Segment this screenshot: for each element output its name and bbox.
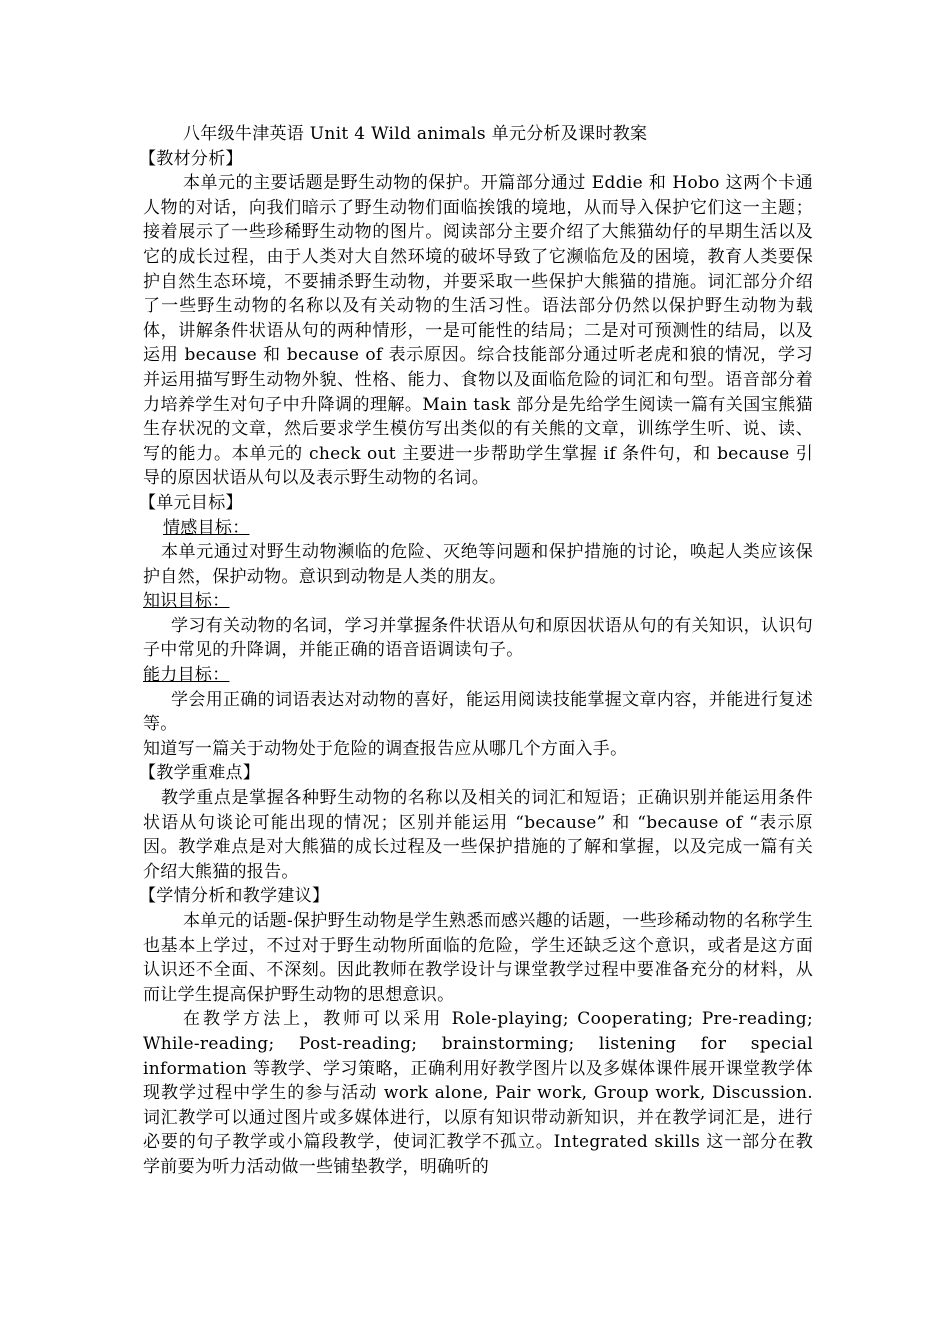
ability-goal-paragraph: 学会用正确的词语表达对动物的喜好，能运用阅读技能掌握文章内容，并能进行复述等。 [143, 689, 813, 735]
learner-analysis-paragraph-2: 在教学方法上，教师可以采用 Role-playing; Cooperating; Pre-reading; While-reading; Post-reading; brainstorming; listening for special information 等教学、学习策略，正确利用好教学图片以及多媒体课件展开课堂教学体现教学过程中学生的参与活动 work alone, Pair work, Group work, Discussion. 词汇教学可以通过图片或多媒体进行，以原有知识带动新知识，并在教学词汇是，进行必要的句子教学或小篇段教学，使词汇教学不孤立。Integrated skills 这一部分在教学前要为听力活动做一些铺垫教学，明确听的 [143, 1009, 813, 1177]
ability-goal-label: 能力目标： [143, 665, 230, 686]
knowledge-goal-paragraph: 学习有关动物的名词，学习并掌握条件状语从句和原因状语从句的有关知识，认识句子中常见的升降调，并能正确的语音语调读句子。 [143, 615, 813, 661]
section-heading-key-points: 【教学重难点】 [139, 763, 261, 784]
document-content [139, 122, 813, 1180]
material-analysis-paragraph: 本单元的主要话题是野生动物的保护。开篇部分通过 Eddie 和 Hobo 这两个卡通人物的对话，向我们暗示了野生动物们面临挨饿的境地，从而导入保护它们这一主题；接着展示了一些珍稀野生动物的图片。阅读部分主要介绍了大熊猫幼仔的早期生活以及它的成长过程，由于人类对大自然环境的破坏导致了它濒临危及的困境，教育人类要保护自然生态环境，不要捕杀野生动物，并要采取一些保护大熊猫的措施。词汇部分介绍了一些野生动物的名称以及有关动物的生活习性。语法部分仍然以保护野生动物为载体，讲解条件状语从句的两种情形，一是可能性的结局；二是对可预测性的结局，以及运用 because 和 because of 表示原因。综合技能部分通过听老虎和狼的情况，学习并运用描写野生动物外貌、性格、能力、食物以及面临危险的词汇和句型。语音部分着力培养学生对句子中升降调的理解。Main task 部分是先给学生阅读一篇有关国宝熊猫生存状况的文章，然后要求学生模仿写出类似的有关熊的文章，训练学生听、说、读、写的能力。本单元的 check out 主要进一步帮助学生掌握 if 条件句，和 because 引导的原因状语从句以及表示野生动物的名词。 [143, 173, 813, 489]
knowledge-goal-label: 知识目标： [143, 591, 230, 612]
section-heading-learner-analysis: 【学情分析和教学建议】 [139, 886, 330, 907]
section-heading-material-analysis: 【教材分析】 [139, 148, 243, 169]
ability-goal-extra: 知道写一篇关于动物处于危险的调查报告应从哪几个方面入手。 [143, 738, 628, 759]
emotion-goal-paragraph: 本单元通过对野生动物濒临的危险、灭绝等问题和保护措施的讨论，唤起人类应该保护自然，保护动物。意识到动物是人类的朋友。 [143, 542, 813, 587]
document-title: 八年级牛津英语 Unit 4 Wild animals 单元分析及课时教案 [183, 124, 648, 144]
emotion-goal-label: 情感目标： [163, 517, 250, 538]
section-heading-unit-goals: 【单元目标】 [139, 492, 243, 513]
learner-analysis-paragraph-1: 本单元的话题-保护野生动物是学生熟悉而感兴趣的话题，一些珍稀动物的名称学生也基本上学过，不过对于野生动物所面临的危险，学生还缺乏这个意识，或者是这方面认识还不全面、不深刻。因此教师在教学设计与课堂教学过程中要准备充分的材料，从而让学生提高保护野生动物的思想意识。 [143, 911, 813, 1005]
key-points-paragraph: 教学重点是掌握各种野生动物的名称以及相关的词汇和短语；正确识别并能运用条件状语从句谈论可能出现的情况；区别并能运用 “because” 和 “because of “表示原因。教学难点是对大熊猫的成长过程及一些保护措施的了解和掌握，以及完成一篇有关介绍大熊猫的报告。 [143, 788, 813, 882]
